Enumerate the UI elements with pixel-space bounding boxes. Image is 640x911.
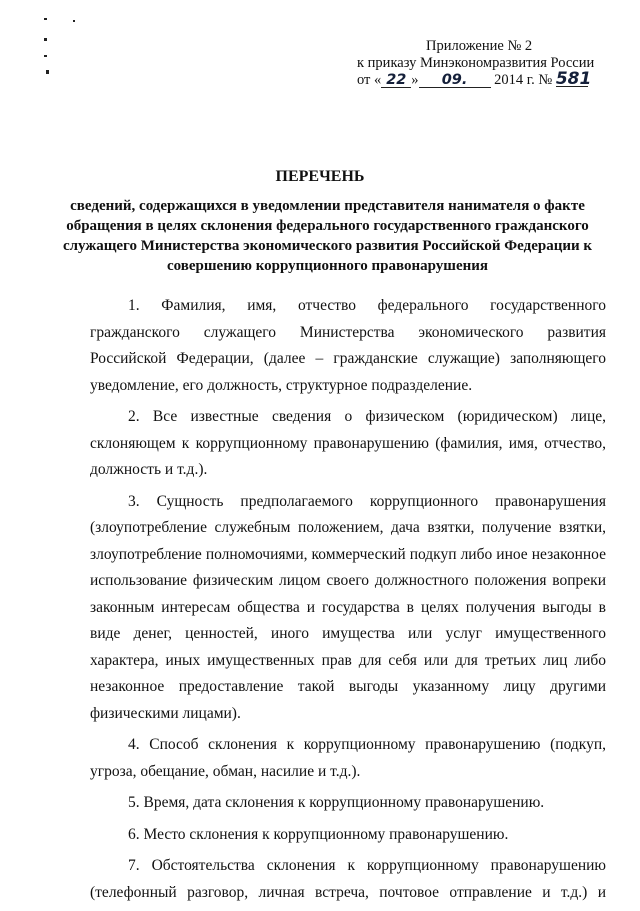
document-title: ПЕРЕЧЕНЬ	[275, 168, 365, 185]
appendix-header	[330, 38, 620, 89]
appendix-label: Приложение № 2	[426, 38, 533, 54]
document-subtitle: сведений, содержащихся в уведомлении представителя нанимателя о факте обращения в целях склонения федерального государственного гражданского служащего Министерства экономического развития Российской Федерации к совершению коррупционного правонарушения	[62, 198, 593, 274]
list-item: 2. Все известные сведения о физическом (юридическом) лице, склоняющем к коррупционному правонарушению (фамилия, имя, отчество, должность и т.д.).	[90, 408, 606, 478]
scan-mark	[44, 55, 47, 57]
list-item: 7. Обстоятельства склонения к коррупционному правонарушению (телефонный разговор, личная встреча, почтовое отправление и т.д.) и	[90, 857, 606, 901]
date-quote: »	[411, 72, 419, 88]
order-date-line	[330, 69, 620, 89]
date-day-handwritten: 22	[381, 73, 411, 88]
date-month-handwritten: 09.	[419, 73, 491, 88]
scan-mark	[44, 38, 47, 41]
year-and-number-label: 2014 г. №	[494, 72, 553, 88]
list-item: 4. Способ склонения к коррупционному правонарушению (подкуп, угроза, обещание, обман, насилие и т.д.).	[90, 736, 606, 780]
scan-mark	[44, 18, 47, 20]
scan-mark	[73, 20, 75, 22]
list-item: 1. Фамилия, имя, отчество федерального государственного гражданского служащего Министерства экономического развития Российской Федерации, (далее – гражданские служащие) заполняющего уведомление, его должность, структурное подразделение.	[90, 297, 606, 394]
list-item: 3. Сущность предполагаемого коррупционного правонарушения (злоупотребление служебным положением, дача взятки, получение взятки, злоупотребление полномочиями, коммерческий подкуп либо иное незаконное использование физическим лицом своего должностного положения вопреки законным интересам общества и государства в целях получения выгоды в виде денег, ценностей, иного имущества или услуг имущественного характера, иных имущественных прав для себя или для третьих лиц либо незаконное предоставление такой выгоды указанному лицу другими физическими лицами).	[90, 492, 606, 722]
date-prefix: от «	[357, 72, 382, 88]
order-number-handwritten: 581	[555, 69, 592, 89]
document-body	[90, 293, 606, 911]
list-item: 6. Место склонения к коррупционному правонарушению.	[128, 825, 509, 843]
list-item: 5. Время, дата склонения к коррупционному правонарушению.	[128, 794, 545, 811]
scan-mark	[46, 70, 49, 74]
order-reference: к приказу Минэкономразвития России	[357, 55, 595, 71]
